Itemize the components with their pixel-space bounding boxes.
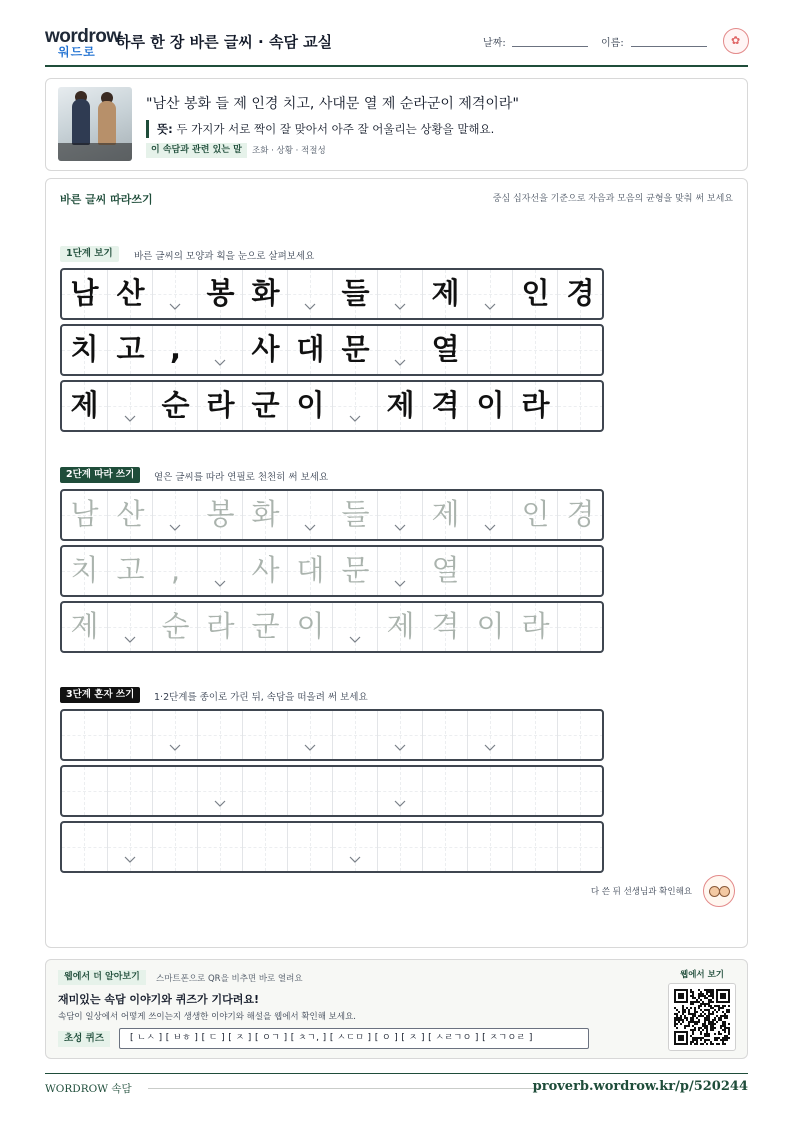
- footer-url[interactable]: proverb.wordrow.kr/p/520244: [532, 1079, 748, 1094]
- web-panel: [45, 959, 748, 1059]
- grid-cell: [467, 270, 512, 318]
- grid-cell[interactable]: [467, 767, 512, 815]
- grid-cell[interactable]: [512, 823, 557, 871]
- practice-title: 바른 글씨 따라쓰기: [60, 193, 153, 206]
- writing-row-trace-1[interactable]: [60, 489, 604, 541]
- grid-cell: [467, 382, 512, 430]
- grid-cell[interactable]: [287, 547, 332, 595]
- grid-cell[interactable]: [242, 603, 287, 651]
- grid-cell: [152, 382, 197, 430]
- space-mark-icon: [304, 524, 316, 532]
- grid-cell[interactable]: [422, 603, 467, 651]
- guide-glyph: 제: [70, 388, 99, 422]
- space-mark-icon: [394, 303, 406, 311]
- grid-cell: [287, 382, 332, 430]
- grid-cell: [557, 382, 602, 430]
- guide-glyph: 제: [386, 609, 415, 643]
- writing-row-view-2: [60, 324, 604, 376]
- grid-cell: [62, 326, 107, 374]
- grid-cell[interactable]: [377, 823, 422, 871]
- step2-badge: 2단계 따라 쓰기: [60, 467, 140, 483]
- grid-cell[interactable]: [287, 823, 332, 871]
- grid-cell[interactable]: [152, 767, 197, 815]
- guide-glyph: ,: [169, 332, 182, 366]
- guide-glyph: 군: [251, 609, 280, 643]
- space-mark-icon: [484, 744, 496, 752]
- guide-glyph: 인: [521, 276, 550, 310]
- step3-badge: 3단계 혼자 쓰기: [60, 687, 140, 703]
- date-label: 날짜:: [483, 38, 506, 49]
- guide-glyph: 사: [251, 332, 280, 366]
- space-mark-icon: [349, 856, 361, 864]
- grid-cell[interactable]: [332, 767, 377, 815]
- grid-cell[interactable]: [107, 823, 152, 871]
- guide-glyph: 라: [206, 609, 235, 643]
- web-headline: 재미있는 속담 이야기와 퀴즈가 기다려요!: [58, 993, 259, 1006]
- space-mark-icon: [124, 415, 136, 423]
- guide-glyph: 라: [521, 609, 550, 643]
- qr-code[interactable]: [668, 983, 736, 1051]
- grid-cell[interactable]: [467, 491, 512, 539]
- grid-cell[interactable]: [62, 547, 107, 595]
- grid-cell[interactable]: [332, 711, 377, 759]
- grid-cell: [197, 326, 242, 374]
- writing-row-free-2[interactable]: [60, 765, 604, 817]
- grid-cell[interactable]: [242, 767, 287, 815]
- space-mark-icon: [214, 580, 226, 588]
- space-mark-icon: [394, 359, 406, 367]
- guide-glyph: 라: [521, 388, 550, 422]
- guide-glyph: 들: [341, 497, 370, 531]
- writing-row-free-1[interactable]: [60, 709, 604, 761]
- space-mark-icon: [349, 636, 361, 644]
- grid-cell: [557, 326, 602, 374]
- grid-cell[interactable]: [422, 767, 467, 815]
- grid-cell[interactable]: [467, 823, 512, 871]
- date-field[interactable]: [512, 46, 588, 47]
- grid-cell[interactable]: [377, 603, 422, 651]
- space-mark-icon: [169, 524, 181, 532]
- grid-cell[interactable]: [422, 491, 467, 539]
- grid-cell[interactable]: [242, 491, 287, 539]
- guide-glyph: 제: [386, 388, 415, 422]
- grid-cell[interactable]: [287, 711, 332, 759]
- grid-cell: [62, 382, 107, 430]
- grid-cell[interactable]: [377, 767, 422, 815]
- grid-cell[interactable]: [287, 603, 332, 651]
- grid-cell[interactable]: [197, 711, 242, 759]
- praise-stamp-icon: [723, 28, 749, 54]
- space-mark-icon: [169, 744, 181, 752]
- grid-cell: [332, 382, 377, 430]
- guide-glyph: 제: [70, 609, 99, 643]
- guide-glyph: 사: [251, 553, 280, 587]
- name-field[interactable]: [631, 46, 707, 47]
- guide-glyph: 인: [521, 497, 550, 531]
- grid-cell: [62, 270, 107, 318]
- space-mark-icon: [484, 303, 496, 311]
- guide-glyph: 문: [341, 553, 370, 587]
- guide-glyph: 치: [70, 553, 99, 587]
- guide-glyph: 대: [296, 332, 325, 366]
- grid-cell[interactable]: [332, 547, 377, 595]
- guide-glyph: 제: [431, 497, 460, 531]
- guide-glyph: 봉: [206, 276, 235, 310]
- qr-label: 웹에서 보기: [680, 970, 725, 980]
- guide-glyph: 고: [116, 332, 145, 366]
- grid-cell[interactable]: [467, 603, 512, 651]
- grid-cell[interactable]: [152, 823, 197, 871]
- grid-cell[interactable]: [107, 491, 152, 539]
- grid-cell: [242, 270, 287, 318]
- space-mark-icon: [304, 744, 316, 752]
- related-words-badge: 이 속담과 관련 있는 말: [146, 143, 247, 158]
- web-badge: 웹에서 더 알아보기: [58, 970, 146, 985]
- guide-glyph: 열: [431, 332, 460, 366]
- space-mark-icon: [304, 303, 316, 311]
- grid-cell[interactable]: [152, 547, 197, 595]
- related-words: 조화 · 상황 · 적절성: [252, 146, 326, 156]
- guide-glyph: 화: [251, 497, 280, 531]
- guide-glyph: 이: [476, 388, 505, 422]
- guide-glyph: 경: [566, 497, 595, 531]
- guide-glyph: 산: [116, 276, 145, 310]
- footer-brand: WORDROW 속담: [45, 1083, 132, 1095]
- practice-hint: 중심 십자선을 기준으로 자음과 모음의 균형을 맞춰 써 보세요: [492, 194, 733, 204]
- grid-cell[interactable]: [467, 547, 512, 595]
- guide-glyph: 격: [431, 388, 460, 422]
- step1-desc: 바른 글씨의 모양과 획을 눈으로 살펴보세요: [134, 251, 315, 262]
- name-label: 이름:: [601, 38, 624, 49]
- grid-cell[interactable]: [152, 711, 197, 759]
- grid-cell[interactable]: [197, 823, 242, 871]
- grid-cell: [512, 270, 557, 318]
- meaning-label: 뜻:: [157, 122, 173, 136]
- practice-section: [45, 178, 748, 948]
- writing-row-trace-3[interactable]: [60, 601, 604, 653]
- grid-cell[interactable]: [377, 547, 422, 595]
- page-title: 하루 한 장 바른 글씨 · 속담 교실: [116, 33, 333, 51]
- grid-cell[interactable]: [287, 767, 332, 815]
- writing-row-view-1: [60, 268, 604, 320]
- space-mark-icon: [214, 359, 226, 367]
- grid-cell[interactable]: [512, 547, 557, 595]
- space-mark-icon: [394, 800, 406, 808]
- grid-cell[interactable]: [62, 767, 107, 815]
- grid-cell[interactable]: [467, 711, 512, 759]
- proverb-meaning: [146, 120, 494, 138]
- grid-cell: [377, 270, 422, 318]
- grid-cell: [377, 326, 422, 374]
- logo-subtext: 워드로: [58, 45, 96, 59]
- grid-cell[interactable]: [107, 547, 152, 595]
- qr-code-icon: [674, 989, 730, 1045]
- guide-glyph: 대: [296, 553, 325, 587]
- guide-glyph: 산: [116, 497, 145, 531]
- grid-cell: [242, 326, 287, 374]
- space-mark-icon: [484, 524, 496, 532]
- wordrow-logo: [45, 26, 121, 59]
- writing-row-free-3[interactable]: [60, 821, 604, 873]
- grid-cell[interactable]: [557, 603, 602, 651]
- guide-glyph: 군: [251, 388, 280, 422]
- grid-cell[interactable]: [512, 603, 557, 651]
- grid-cell: [287, 326, 332, 374]
- proverb-illustration: [58, 87, 132, 161]
- grid-cell: [467, 326, 512, 374]
- guide-glyph: 제: [431, 276, 460, 310]
- step1-badge: 1단계 보기: [60, 246, 119, 262]
- grid-cell: [512, 326, 557, 374]
- grid-cell[interactable]: [557, 491, 602, 539]
- space-mark-icon: [394, 580, 406, 588]
- grid-cell[interactable]: [107, 711, 152, 759]
- chosung-quiz: [ ㄴㅅ ] [ ㅂㅎ ] [ ㄷ ] [ ㅈ ] [ ㅇㄱ ] [ ㅊㄱ, ] [ ㅅㄷㅁ ] [ ㅇ ] [ ㅈ ] [ ㅅㄹㄱㅇ ] [ ㅈㄱㅇㄹ ]: [119, 1028, 589, 1049]
- grid-cell[interactable]: [557, 711, 602, 759]
- guide-glyph: 화: [251, 276, 280, 310]
- grid-cell[interactable]: [557, 823, 602, 871]
- guide-glyph: 문: [341, 332, 370, 366]
- logo-text: wordrow: [45, 26, 121, 47]
- grid-cell: [107, 326, 152, 374]
- grid-cell: [332, 326, 377, 374]
- guide-glyph: 들: [341, 276, 370, 310]
- space-mark-icon: [394, 744, 406, 752]
- guide-glyph: 고: [116, 553, 145, 587]
- chosung-quiz-label: 초성 퀴즈: [58, 1031, 110, 1047]
- grid-cell[interactable]: [332, 823, 377, 871]
- guide-glyph: 순: [161, 609, 190, 643]
- guide-glyph: 봉: [206, 497, 235, 531]
- grid-cell[interactable]: [197, 547, 242, 595]
- teacher-stamp-icon: [703, 875, 735, 907]
- space-mark-icon: [124, 856, 136, 864]
- grid-cell: [422, 270, 467, 318]
- grid-cell: [287, 270, 332, 318]
- grid-cell[interactable]: [62, 603, 107, 651]
- grid-cell[interactable]: [377, 711, 422, 759]
- guide-glyph: 순: [161, 388, 190, 422]
- guide-glyph: 치: [70, 332, 99, 366]
- grid-cell: [422, 382, 467, 430]
- guide-glyph: 이: [296, 388, 325, 422]
- grid-cell[interactable]: [197, 491, 242, 539]
- grid-cell: [197, 382, 242, 430]
- grid-cell[interactable]: [152, 603, 197, 651]
- grid-cell[interactable]: [62, 711, 107, 759]
- grid-cell: [152, 270, 197, 318]
- grid-cell[interactable]: [242, 823, 287, 871]
- grid-cell: [422, 326, 467, 374]
- grid-cell[interactable]: [512, 711, 557, 759]
- proverb-text: "남산 봉화 들 제 인경 치고, 사대문 열 제 순라군이 제격이라": [146, 96, 519, 112]
- grid-cell[interactable]: [422, 823, 467, 871]
- grid-cell: [332, 270, 377, 318]
- grid-cell: [377, 382, 422, 430]
- guide-glyph: 남: [70, 497, 99, 531]
- space-mark-icon: [349, 415, 361, 423]
- meaning-text: 두 가지가 서로 짝이 잘 맞아서 아주 잘 어울리는 상황을 말해요.: [176, 122, 495, 136]
- grid-cell[interactable]: [107, 603, 152, 651]
- space-mark-icon: [394, 524, 406, 532]
- guide-glyph: 라: [206, 388, 235, 422]
- grid-cell: [557, 270, 602, 318]
- guide-glyph: 이: [296, 609, 325, 643]
- grid-cell: [107, 270, 152, 318]
- grid-cell[interactable]: [152, 491, 197, 539]
- grid-cell[interactable]: [557, 767, 602, 815]
- guide-glyph: 열: [431, 553, 460, 587]
- grid-cell[interactable]: [62, 491, 107, 539]
- guide-glyph: 경: [566, 276, 595, 310]
- grid-cell[interactable]: [557, 547, 602, 595]
- grid-cell[interactable]: [287, 491, 332, 539]
- grid-cell[interactable]: [62, 823, 107, 871]
- page-header: [45, 24, 748, 67]
- grid-cell: [152, 326, 197, 374]
- grid-cell[interactable]: [242, 547, 287, 595]
- grid-cell[interactable]: [197, 767, 242, 815]
- web-subtext: 속담이 일상에서 어떻게 쓰이는지 생생한 이야기와 해설을 웹에서 확인해 보세요.: [58, 1012, 356, 1022]
- teacher-confirm-text: 다 쓴 뒤 선생님과 확인해요: [590, 887, 692, 897]
- grid-cell[interactable]: [512, 767, 557, 815]
- guide-glyph: 이: [476, 609, 505, 643]
- grid-cell[interactable]: [332, 603, 377, 651]
- page-footer: [45, 1073, 748, 1095]
- grid-cell: [242, 382, 287, 430]
- guide-glyph: 남: [70, 276, 99, 310]
- grid-cell[interactable]: [197, 603, 242, 651]
- writing-row-trace-2[interactable]: [60, 545, 604, 597]
- grid-cell: [107, 382, 152, 430]
- footer-divider: [148, 1088, 538, 1089]
- space-mark-icon: [124, 636, 136, 644]
- web-hint: 스마트폰으로 QR을 비추면 바로 열려요: [156, 974, 303, 984]
- grid-cell[interactable]: [422, 547, 467, 595]
- grid-cell[interactable]: [377, 491, 422, 539]
- grid-cell[interactable]: [422, 711, 467, 759]
- grid-cell[interactable]: [332, 491, 377, 539]
- guide-glyph: 격: [431, 609, 460, 643]
- space-mark-icon: [169, 303, 181, 311]
- step3-desc: 1·2단계를 종이로 가린 뒤, 속담을 떠올려 써 보세요: [154, 692, 368, 703]
- writing-row-view-3: [60, 380, 604, 432]
- grid-cell[interactable]: [107, 767, 152, 815]
- guide-glyph: ,: [170, 553, 181, 587]
- grid-cell[interactable]: [242, 711, 287, 759]
- grid-cell: [512, 382, 557, 430]
- space-mark-icon: [214, 800, 226, 808]
- step2-desc: 옅은 글씨를 따라 연필로 천천히 써 보세요: [154, 472, 329, 483]
- proverb-card: [45, 78, 748, 171]
- grid-cell[interactable]: [512, 491, 557, 539]
- grid-cell: [197, 270, 242, 318]
